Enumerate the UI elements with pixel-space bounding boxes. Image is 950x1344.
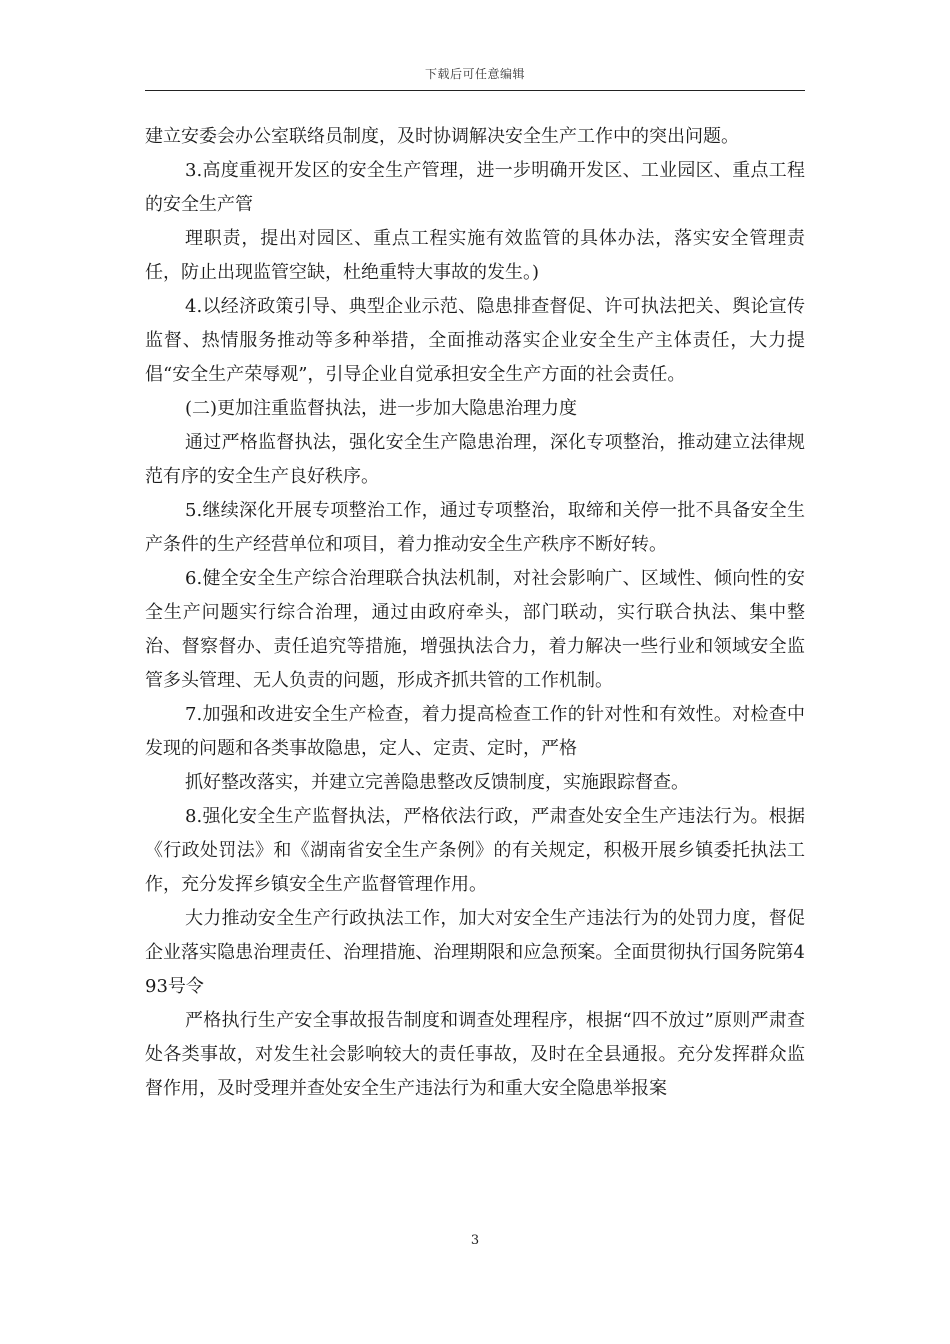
- page-number: 3: [470, 1233, 480, 1248]
- paragraph-9: 7.加强和改进安全生产检查，着力提高检查工作的针对性和有效性。对检查中发现的问题和各类事故隐患，定人、定责、定时，严格: [145, 704, 805, 759]
- section-heading: (二)更加注重监督执法，进一步加大隐患治理力度: [185, 398, 578, 419]
- paragraph-10: 抓好整改落实，并建立完善隐患整改反馈制度，实施跟踪督查。: [185, 772, 689, 793]
- paragraph-6: 通过严格监督执法，强化安全生产隐患治理，深化专项整治，推动建立法律规范有序的安全生产良好秩序。: [145, 432, 805, 487]
- document-body: [145, 120, 805, 1106]
- paragraph-11: 8.强化安全生产监督执法，严格依法行政，严肃查处安全生产违法行为。根据《行政处罚法》和《湖南省安全生产条例》的有关规定，积极开展乡镇委托执法工作，充分发挥乡镇安全生产监督管理作用。: [145, 806, 805, 895]
- page-header: 下载后可任意编辑: [424, 67, 525, 81]
- paragraph-4: 4.以经济政策引导、典型企业示范、隐患排查督促、许可执法把关、舆论宣传监督、热情服务推动等多种举措，全面推动落实企业安全生产主体责任，大力提倡“安全生产荣辱观”，引导企业自觉承担安全生产方面的社会责任。: [145, 296, 805, 385]
- paragraph-3: 理职责，提出对园区、重点工程实施有效监管的具体办法，落实安全管理责任，防止出现监管空缺，杜绝重特大事故的发生。): [145, 228, 805, 283]
- paragraph-8: 6.健全安全生产综合治理联合执法机制，对社会影响广、区域性、倾向性的安全生产问题实行综合治理，通过由政府牵头，部门联动，实行联合执法、集中整治、督察督办、责任追究等措施，增强执法合力，着力解决一些行业和领域安全监管多头管理、无人负责的问题，形成齐抓共管的工作机制。: [145, 568, 805, 691]
- paragraph-12: 大力推动安全生产行政执法工作，加大对安全生产违法行为的处罚力度，督促企业落实隐患治理责任、治理措施、治理期限和应急预案。全面贯彻执行国务院第493号令: [145, 908, 805, 997]
- paragraph-13: 严格执行生产安全事故报告制度和调查处理程序，根据“四不放过”原则严肃查处各类事故，对发生社会影响较大的责任事故，及时在全县通报。充分发挥群众监督作用，及时受理并查处安全生产违法行为和重大安全隐患举报案: [145, 1010, 805, 1099]
- paragraph-2: 3.高度重视开发区的安全生产管理，进一步明确开发区、工业园区、重点工程的安全生产管: [145, 160, 805, 215]
- paragraph-7: 5.继续深化开展专项整治工作，通过专项整治，取缔和关停一批不具备安全生产条件的生产经营单位和项目，着力推动安全生产秩序不断好转。: [145, 500, 805, 555]
- header-divider: [145, 90, 805, 91]
- paragraph-1: 建立安委会办公室联络员制度，及时协调解决安全生产工作中的突出问题。: [145, 126, 739, 147]
